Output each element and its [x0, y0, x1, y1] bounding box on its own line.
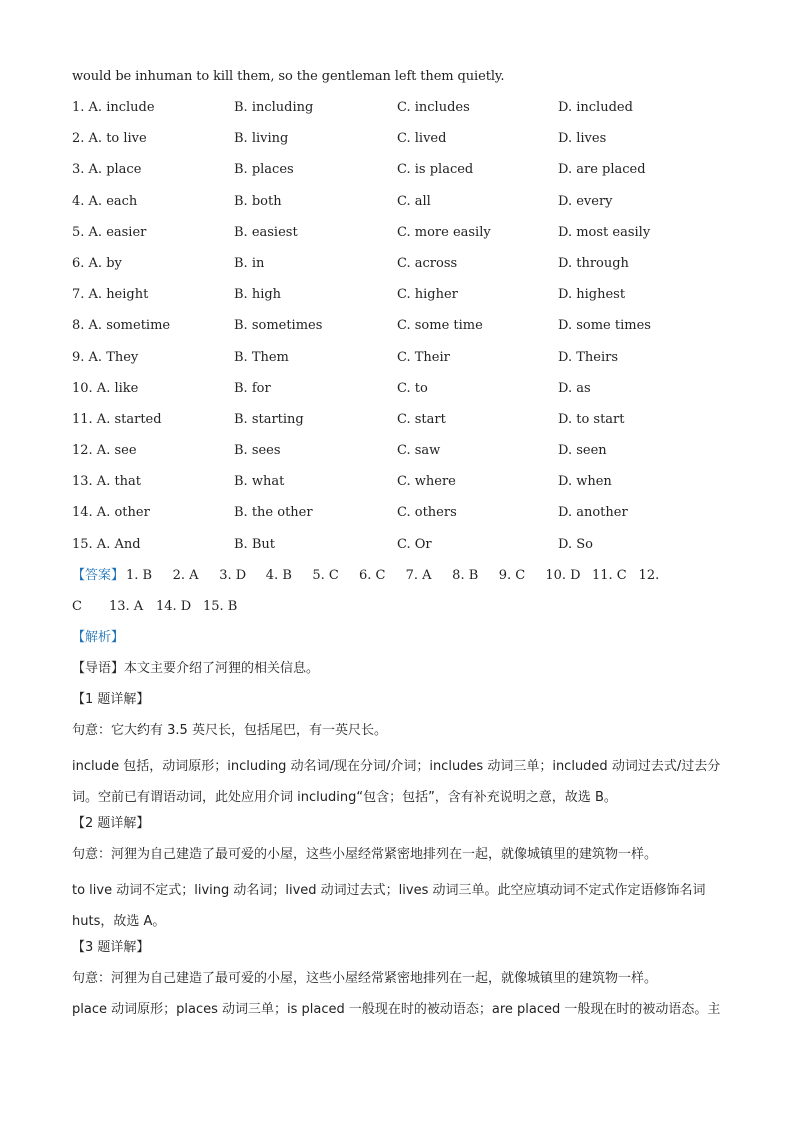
- answer-item: 7. A: [405, 567, 432, 583]
- option-a: 11. A. started: [72, 411, 162, 427]
- option-d: D. as: [558, 380, 591, 396]
- option-a: 1. A. include: [72, 100, 155, 115]
- option-c: C. Their: [397, 349, 450, 365]
- q3-meaning: 句意：河狸为自己建造了最可爱的小屋，这些小屋经常紧密地排列在一起，就像城镇里的建筑物一样。: [72, 971, 658, 986]
- document-page: [72, 66, 724, 1030]
- passage-intro-line: would be inhuman to kill them, so the gentleman left them quietly.: [72, 69, 505, 84]
- option-b: B. both: [234, 193, 282, 209]
- answer-item: 10. D: [545, 567, 581, 583]
- option-d: D. when: [558, 474, 612, 490]
- option-c: C. some time: [397, 318, 483, 334]
- option-c: C. across: [397, 255, 458, 271]
- option-c: C. more easily: [397, 224, 491, 240]
- option-c: C. saw: [397, 443, 441, 459]
- q2-heading: 【2 题详解】: [72, 816, 150, 831]
- option-d: D. seen: [558, 443, 607, 459]
- option-d: D. to start: [558, 411, 625, 427]
- option-b: B. places: [234, 162, 294, 178]
- option-a: 7. A. height: [72, 287, 149, 303]
- option-row: [72, 534, 724, 565]
- answer-item: 4. B: [265, 567, 292, 583]
- option-row: [72, 378, 724, 409]
- option-d: D. another: [558, 505, 628, 521]
- option-b: B. high: [234, 287, 282, 303]
- answer-item: 6. C: [358, 567, 386, 583]
- option-a: 8. A. sometime: [72, 318, 171, 334]
- option-c: C. Or: [397, 536, 432, 552]
- analysis-tag: 【解析】: [72, 630, 125, 645]
- q3-heading: 【3 题详解】: [72, 940, 150, 955]
- answer-item: 9. C: [498, 567, 526, 583]
- option-d: D. So: [558, 536, 593, 552]
- option-d: D. lives: [558, 131, 607, 147]
- option-a: 13. A. that: [72, 474, 142, 490]
- option-d: D. some times: [558, 318, 651, 334]
- option-row: [72, 159, 724, 190]
- answer-item: 11. C: [591, 567, 627, 583]
- option-c: C. includes: [397, 100, 470, 115]
- option-c: C. where: [397, 474, 456, 490]
- option-row: [72, 191, 724, 222]
- answer-item: 8. B: [452, 567, 479, 583]
- option-a: 6. A. by: [72, 255, 122, 271]
- option-a: 4. A. each: [72, 193, 138, 209]
- option-row: [72, 502, 724, 533]
- answer-item: 2. A: [172, 567, 199, 583]
- option-d: D. every: [558, 193, 613, 209]
- answer-item: 14. D: [156, 599, 192, 614]
- answer-item: 3. D: [219, 567, 247, 583]
- option-c: C. all: [397, 193, 431, 209]
- answer-line-2: [72, 596, 724, 627]
- option-d: D. through: [558, 255, 629, 271]
- answer-item: 5. C: [312, 567, 339, 583]
- option-row: [72, 347, 724, 378]
- option-d: D. Theirs: [558, 349, 619, 365]
- option-c: C. start: [397, 411, 446, 427]
- option-b: B. in: [234, 255, 265, 271]
- option-c: C. is placed: [397, 162, 474, 178]
- answer-items: [126, 565, 665, 596]
- option-row: [72, 284, 724, 315]
- answer-item: 1. B: [126, 567, 153, 583]
- option-a: 12. A. see: [72, 443, 137, 459]
- option-c: C. to: [397, 380, 428, 396]
- q1-heading: 【1 题详解】: [72, 692, 150, 707]
- q2-meaning: 句意：河狸为自己建造了最可爱的小屋，这些小屋经常紧密地排列在一起，就像城镇里的建筑物一样。: [72, 847, 658, 862]
- option-row: [72, 315, 724, 346]
- option-b: B. including: [234, 100, 314, 115]
- guide-text: 【导语】本文主要介绍了河狸的相关信息。: [72, 661, 320, 676]
- option-b: B. Them: [234, 349, 289, 365]
- option-a: 10. A. like: [72, 380, 139, 396]
- option-a: 15. A. And: [72, 536, 141, 552]
- q1-meaning: 句意：它大约有 3.5 英尺长，包括尾巴，有一英尺长。: [72, 723, 387, 738]
- options-list: [72, 97, 724, 565]
- option-row: [72, 471, 724, 502]
- q3-explanation: place 动词原形；places 动词三单；is placed 一般现在时的被动语态；are placed 一般现在时的被动语态。主: [72, 1002, 721, 1017]
- option-b: B. starting: [234, 411, 304, 427]
- option-row: [72, 222, 724, 253]
- option-b: B. sees: [234, 443, 281, 459]
- option-a: 2. A. to live: [72, 131, 147, 147]
- option-row: [72, 128, 724, 159]
- option-b: B. the other: [234, 505, 313, 521]
- answer-item: C: [72, 599, 82, 614]
- option-d: D. most easily: [558, 224, 651, 240]
- q2-explanation: to live 动词不定式；living 动名词；lived 动词过去式；lives 动词三单。此空应填动词不定式作定语修饰名词 huts，故选 A。: [72, 883, 706, 929]
- option-row: [72, 409, 724, 440]
- option-d: D. are placed: [558, 162, 646, 178]
- answer-item: 13. A: [109, 599, 144, 614]
- option-b: B. living: [234, 131, 289, 147]
- answer-line-1: [72, 565, 724, 596]
- option-row: [72, 440, 724, 471]
- option-row: [72, 97, 724, 128]
- option-c: C. lived: [397, 131, 447, 147]
- option-b: B. what: [234, 474, 285, 490]
- option-c: C. higher: [397, 287, 458, 303]
- option-b: B. for: [234, 380, 271, 396]
- option-b: B. But: [234, 536, 275, 552]
- option-row: [72, 253, 724, 284]
- option-d: D. included: [558, 100, 633, 115]
- option-a: 9. A. They: [72, 349, 139, 365]
- option-a: 5. A. easier: [72, 224, 147, 240]
- answer-item: 15. B: [203, 599, 238, 614]
- option-d: D. highest: [558, 287, 626, 303]
- option-a: 14. A. other: [72, 505, 150, 521]
- option-b: B. easiest: [234, 224, 298, 240]
- answer-tag: 【答案】: [72, 567, 125, 583]
- option-a: 3. A. place: [72, 162, 142, 178]
- q1-explanation: include 包括，动词原形；including 动名词/现在分词/介词；includes 动词三单；included 动词过去式/过去分词。空前已有谓语动词，此处应用介词 including“包含；包括”，含有补充说明之意，故选 B。: [72, 759, 721, 805]
- option-c: C. others: [397, 505, 457, 521]
- answer-item: 12.: [638, 567, 660, 583]
- option-b: B. sometimes: [234, 318, 323, 334]
